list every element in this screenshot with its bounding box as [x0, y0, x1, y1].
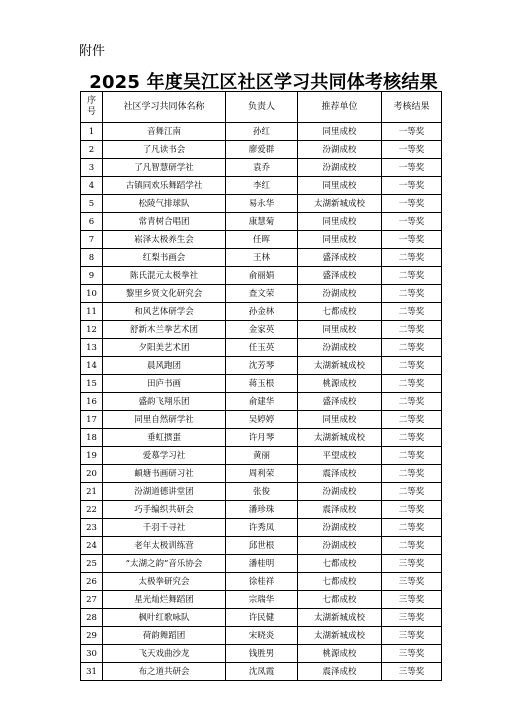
table-row [81, 663, 442, 681]
cell-unit: 盛泽成校 [298, 267, 382, 285]
cell-unit: 同里成校 [298, 177, 382, 195]
cell-person: 徐桂祥 [226, 573, 298, 591]
cell-person: 钱胜男 [226, 645, 298, 663]
cell-name: 太极拳研究会 [103, 573, 226, 591]
cell-unit: 震泽成校 [298, 465, 382, 483]
cell-result: 三等奖 [382, 573, 442, 591]
cell-index: 18 [81, 429, 103, 447]
cell-unit: 汾湖成校 [298, 483, 382, 501]
cell-unit: 七都成校 [298, 303, 382, 321]
cell-person: 许月琴 [226, 429, 298, 447]
header-person: 负责人 [226, 92, 298, 123]
cell-person: 李红 [226, 177, 298, 195]
cell-name: 常青树合唱团 [103, 213, 226, 231]
cell-index: 9 [81, 267, 103, 285]
cell-person: 廖爱群 [226, 141, 298, 159]
table-row [81, 411, 442, 429]
table-row [81, 195, 442, 213]
cell-index: 27 [81, 591, 103, 609]
table-row [81, 267, 442, 285]
cell-person: 任玉英 [226, 339, 298, 357]
cell-unit: 汾湖成校 [298, 519, 382, 537]
cell-name: 红梨书画会 [103, 249, 226, 267]
cell-result: 二等奖 [382, 483, 442, 501]
cell-index: 7 [81, 231, 103, 249]
cell-result: 二等奖 [382, 339, 442, 357]
cell-result: 一等奖 [382, 213, 442, 231]
cell-person: 许民健 [226, 609, 298, 627]
cell-person: 宋晓炎 [226, 627, 298, 645]
cell-name: 和风艺体研学会 [103, 303, 226, 321]
table-row [81, 555, 442, 573]
cell-result: 二等奖 [382, 537, 442, 555]
cell-result: 二等奖 [382, 429, 442, 447]
cell-unit: 同里成校 [298, 411, 382, 429]
cell-result: 二等奖 [382, 321, 442, 339]
cell-result: 二等奖 [382, 393, 442, 411]
cell-result: 三等奖 [382, 609, 442, 627]
cell-unit: 同里成校 [298, 213, 382, 231]
cell-person: 易永华 [226, 195, 298, 213]
cell-index: 8 [81, 249, 103, 267]
cell-name: 了凡智慧研学社 [103, 159, 226, 177]
cell-name: “太湖之韵”音乐协会 [103, 555, 226, 573]
cell-name: 星光灿烂舞蹈团 [103, 591, 226, 609]
cell-index: 4 [81, 177, 103, 195]
cell-result: 一等奖 [382, 177, 442, 195]
table-row [81, 339, 442, 357]
table-row [81, 303, 442, 321]
header-result: 考核结果 [382, 92, 442, 123]
cell-person: 查文荣 [226, 285, 298, 303]
cell-index: 5 [81, 195, 103, 213]
cell-result: 三等奖 [382, 645, 442, 663]
attachment-label: 附件 [79, 44, 106, 59]
cell-unit: 汾湖成校 [298, 159, 382, 177]
cell-unit: 盛泽成校 [298, 393, 382, 411]
table-body [81, 123, 442, 681]
document-title: 2025 年度吴江区社区学习共同体考核结果 [89, 72, 438, 93]
cell-result: 二等奖 [382, 465, 442, 483]
cell-name: 松陵气排球队 [103, 195, 226, 213]
cell-result: 二等奖 [382, 249, 442, 267]
table-row [81, 123, 442, 141]
cell-name: 汾湖道德讲堂团 [103, 483, 226, 501]
table-row [81, 321, 442, 339]
table-row [81, 213, 442, 231]
cell-unit: 七都成校 [298, 591, 382, 609]
cell-index: 26 [81, 573, 103, 591]
cell-person: 吴婷婷 [226, 411, 298, 429]
cell-index: 1 [81, 123, 103, 141]
table-row [81, 537, 442, 555]
cell-result: 一等奖 [382, 195, 442, 213]
table-row [81, 609, 442, 627]
cell-index: 25 [81, 555, 103, 573]
header-name: 社区学习共同体名称 [103, 92, 226, 123]
header-unit: 推荐单位 [298, 92, 382, 123]
table-row [81, 231, 442, 249]
table-header-row [81, 92, 442, 123]
cell-index: 13 [81, 339, 103, 357]
cell-result: 二等奖 [382, 447, 442, 465]
cell-result: 二等奖 [382, 501, 442, 519]
table-row [81, 645, 442, 663]
cell-index: 10 [81, 285, 103, 303]
cell-index: 24 [81, 537, 103, 555]
cell-unit: 同里成校 [298, 321, 382, 339]
table-row [81, 627, 442, 645]
cell-name: 頔塘书画研习社 [103, 465, 226, 483]
cell-result: 二等奖 [382, 285, 442, 303]
cell-person: 潘珍珠 [226, 501, 298, 519]
cell-index: 23 [81, 519, 103, 537]
cell-name: 爱慕学习社 [103, 447, 226, 465]
cell-index: 22 [81, 501, 103, 519]
cell-name: 同里自然研学社 [103, 411, 226, 429]
cell-person: 许秀凤 [226, 519, 298, 537]
cell-person: 周利荣 [226, 465, 298, 483]
cell-name: 晨风跑团 [103, 357, 226, 375]
cell-unit: 太湖新城成校 [298, 429, 382, 447]
cell-result: 三等奖 [382, 555, 442, 573]
cell-result: 二等奖 [382, 375, 442, 393]
table-row [81, 591, 442, 609]
cell-name: 老年太极训练营 [103, 537, 226, 555]
cell-index: 2 [81, 141, 103, 159]
cell-unit: 同里成校 [298, 231, 382, 249]
cell-name: 舒新木兰拳艺术团 [103, 321, 226, 339]
table-row [81, 249, 442, 267]
cell-person: 俞建华 [226, 393, 298, 411]
cell-unit: 同里成校 [298, 123, 382, 141]
cell-index: 20 [81, 465, 103, 483]
table-row [81, 177, 442, 195]
cell-name: 布之道共研会 [103, 663, 226, 681]
cell-name: 黎里乡贤文化研究会 [103, 285, 226, 303]
cell-index: 11 [81, 303, 103, 321]
table-row [81, 573, 442, 591]
cell-unit: 汾湖成校 [298, 141, 382, 159]
cell-unit: 汾湖成校 [298, 537, 382, 555]
cell-unit: 桃源成校 [298, 375, 382, 393]
table-row [81, 465, 442, 483]
cell-person: 孙红 [226, 123, 298, 141]
cell-unit: 太湖新城成校 [298, 609, 382, 627]
header-index-line2: 号 [86, 107, 96, 117]
cell-name: 千羽千寻社 [103, 519, 226, 537]
table-row [81, 501, 442, 519]
table-row [81, 447, 442, 465]
cell-result: 一等奖 [382, 123, 442, 141]
cell-person: 宗瑞华 [226, 591, 298, 609]
cell-index: 31 [81, 663, 103, 681]
cell-person: 任晖 [226, 231, 298, 249]
cell-unit: 七都成校 [298, 573, 382, 591]
table-row [81, 393, 442, 411]
cell-name: 荷韵舞蹈团 [103, 627, 226, 645]
cell-name: 巧手编织共研会 [103, 501, 226, 519]
cell-person: 邱世根 [226, 537, 298, 555]
cell-person: 潘桂明 [226, 555, 298, 573]
cell-person: 金家英 [226, 321, 298, 339]
cell-unit: 太湖新城成校 [298, 357, 382, 375]
cell-person: 张俊 [226, 483, 298, 501]
cell-result: 三等奖 [382, 663, 442, 681]
cell-unit: 汾湖成校 [298, 285, 382, 303]
cell-person: 沈芳琴 [226, 357, 298, 375]
table-row [81, 159, 442, 177]
table-row [81, 357, 442, 375]
table-row [81, 519, 442, 537]
cell-index: 28 [81, 609, 103, 627]
cell-result: 二等奖 [382, 411, 442, 429]
cell-index: 19 [81, 447, 103, 465]
cell-name: 陈氏混元太极拳社 [103, 267, 226, 285]
table-row [81, 429, 442, 447]
cell-name: 枫叶红歌咏队 [103, 609, 226, 627]
cell-person: 王林 [226, 249, 298, 267]
cell-result: 三等奖 [382, 591, 442, 609]
results-table [80, 91, 442, 681]
cell-unit: 太湖新城成校 [298, 627, 382, 645]
cell-index: 16 [81, 393, 103, 411]
cell-name: 田庐书画 [103, 375, 226, 393]
cell-index: 14 [81, 357, 103, 375]
cell-result: 二等奖 [382, 303, 442, 321]
cell-result: 二等奖 [382, 267, 442, 285]
table-row [81, 483, 442, 501]
cell-name: 了凡读书会 [103, 141, 226, 159]
cell-result: 一等奖 [382, 231, 442, 249]
header-index-line1: 序 [86, 96, 96, 106]
cell-unit: 震泽成校 [298, 663, 382, 681]
cell-index: 29 [81, 627, 103, 645]
header-index [81, 92, 103, 123]
cell-person: 孙金林 [226, 303, 298, 321]
cell-name: 夕阳美艺术团 [103, 339, 226, 357]
cell-person: 沈凤霞 [226, 663, 298, 681]
cell-person: 蒋玉根 [226, 375, 298, 393]
cell-result: 一等奖 [382, 159, 442, 177]
cell-index: 12 [81, 321, 103, 339]
table-row [81, 285, 442, 303]
cell-result: 二等奖 [382, 519, 442, 537]
cell-name: 古镇同欢乐舞蹈学社 [103, 177, 226, 195]
cell-person: 康慧菊 [226, 213, 298, 231]
table-row [81, 141, 442, 159]
cell-name: 盛韵飞翔乐团 [103, 393, 226, 411]
cell-person: 袁乔 [226, 159, 298, 177]
cell-name: 飞天戏曲沙龙 [103, 645, 226, 663]
cell-index: 21 [81, 483, 103, 501]
cell-result: 二等奖 [382, 357, 442, 375]
cell-index: 17 [81, 411, 103, 429]
cell-unit: 七都成校 [298, 555, 382, 573]
cell-name: 音舞江南 [103, 123, 226, 141]
cell-name: 崧泽太极养生会 [103, 231, 226, 249]
cell-unit: 平望成校 [298, 447, 382, 465]
cell-name: 垂虹掼蛋 [103, 429, 226, 447]
cell-unit: 盛泽成校 [298, 249, 382, 267]
cell-index: 15 [81, 375, 103, 393]
cell-person: 俞丽娟 [226, 267, 298, 285]
cell-unit: 太湖新城成校 [298, 195, 382, 213]
table-row [81, 375, 442, 393]
cell-index: 6 [81, 213, 103, 231]
cell-result: 三等奖 [382, 627, 442, 645]
cell-unit: 桃源成校 [298, 645, 382, 663]
cell-result: 一等奖 [382, 141, 442, 159]
cell-index: 3 [81, 159, 103, 177]
cell-unit: 汾湖成校 [298, 339, 382, 357]
cell-index: 30 [81, 645, 103, 663]
cell-person: 黄丽 [226, 447, 298, 465]
cell-unit: 震泽成校 [298, 501, 382, 519]
